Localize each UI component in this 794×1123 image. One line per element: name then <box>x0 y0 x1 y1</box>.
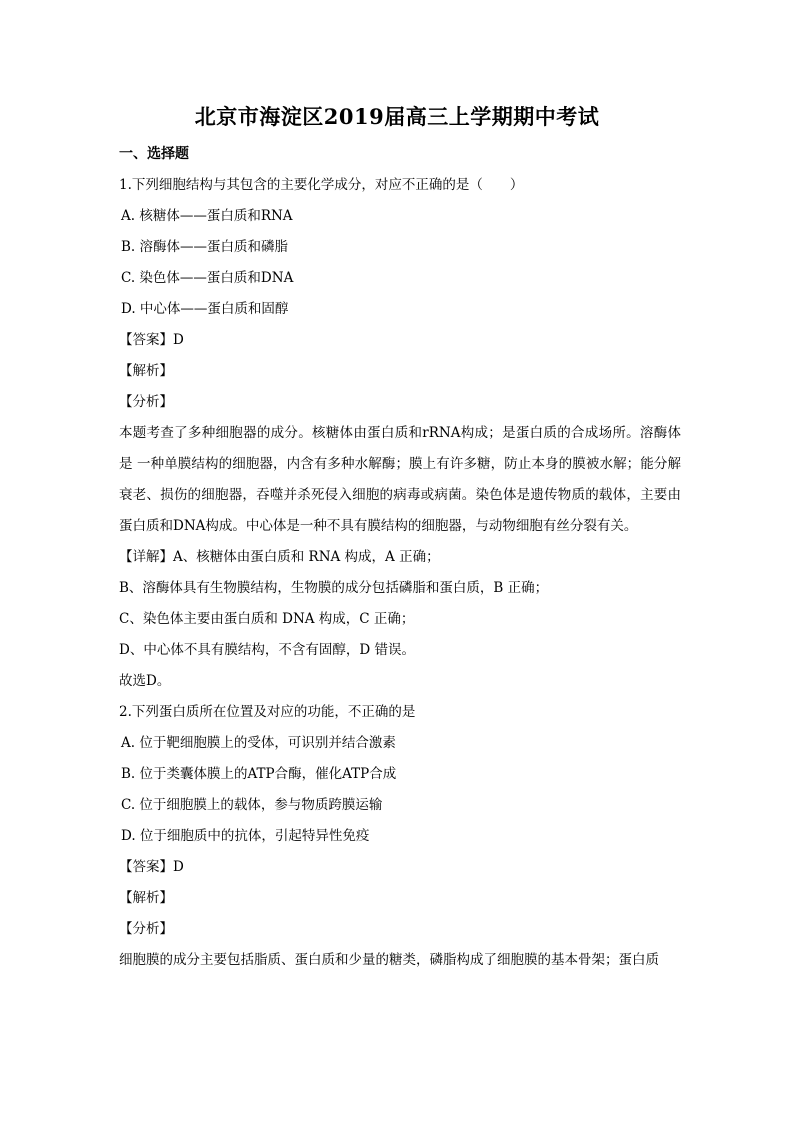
question-1-option-c: C. 染色体——蛋白质和DNA <box>121 270 294 286</box>
section-heading: 一、选择题 <box>119 146 189 162</box>
question-2-answer: 【答案】D <box>119 859 184 875</box>
question-1-detail-d: D、中心体不具有膜结构，不含有固醇，D 错误。 <box>119 642 415 658</box>
question-1-fenxi-label: 【分析】 <box>119 394 173 410</box>
question-2-analysis: 细胞膜的成分主要包括脂质、蛋白质和少量的糖类，磷脂构成了细胞膜的基本骨架；蛋白质 <box>119 952 659 968</box>
question-1-analysis: 本题考查了多种细胞器的成分。核糖体由蛋白质和rRNA构成；是蛋白质的合成场所。溶酶体是 一种单膜结构的细胞器，内含有多种水解酶；膜上有许多糖，防止本身的膜被水解；能分解衰老、损伤的细胞器，吞噬并杀死侵入细胞的病毒或病菌。染色体是遗传物质的载体，主要由蛋白质和DNA构成。中心体是一种不具有膜结构的细胞器，与动物细胞有丝分裂有关。 <box>119 425 681 534</box>
question-1-option-d: D. 中心体——蛋白质和固醇 <box>121 301 289 317</box>
question-1-option-b: B. 溶酶体——蛋白质和磷脂 <box>121 239 289 255</box>
question-1-conclusion: 故选D。 <box>119 673 171 689</box>
document-title: 北京市海淀区2019届高三上学期期中考试 <box>194 104 600 129</box>
question-1-jiexi-label: 【解析】 <box>119 363 173 379</box>
question-2-jiexi-label: 【解析】 <box>119 890 173 906</box>
question-1-detail-b: B、溶酶体具有生物膜结构，生物膜的成分包括磷脂和蛋白质，B 正确； <box>119 580 549 596</box>
question-1-detail-a: 【详解】A、核糖体由蛋白质和 RNA 构成，A 正确； <box>119 549 440 565</box>
question-1-stem: 1.下列细胞结构与其包含的主要化学成分，对应不正确的是（ ） <box>119 177 524 193</box>
question-2-option-d: D. 位于细胞质中的抗体，引起特异性免疫 <box>121 828 370 844</box>
question-1-answer: 【答案】D <box>119 332 184 348</box>
question-2-option-a: A. 位于靶细胞膜上的受体，可识别并结合激素 <box>121 735 396 751</box>
question-2-stem: 2.下列蛋白质所在位置及对应的功能，不正确的是 <box>119 704 416 720</box>
question-2-option-c: C. 位于细胞膜上的载体，参与物质跨膜运输 <box>121 797 383 813</box>
document-body <box>119 139 681 976</box>
question-1-option-a: A. 核糖体——蛋白质和RNA <box>121 208 293 224</box>
question-2-fenxi-label: 【分析】 <box>119 921 173 937</box>
question-1-detail-c: C、染色体主要由蛋白质和 DNA 构成，C 正确； <box>119 611 415 627</box>
question-2-option-b: B. 位于类囊体膜上的ATP合酶，催化ATP合成 <box>121 766 397 782</box>
